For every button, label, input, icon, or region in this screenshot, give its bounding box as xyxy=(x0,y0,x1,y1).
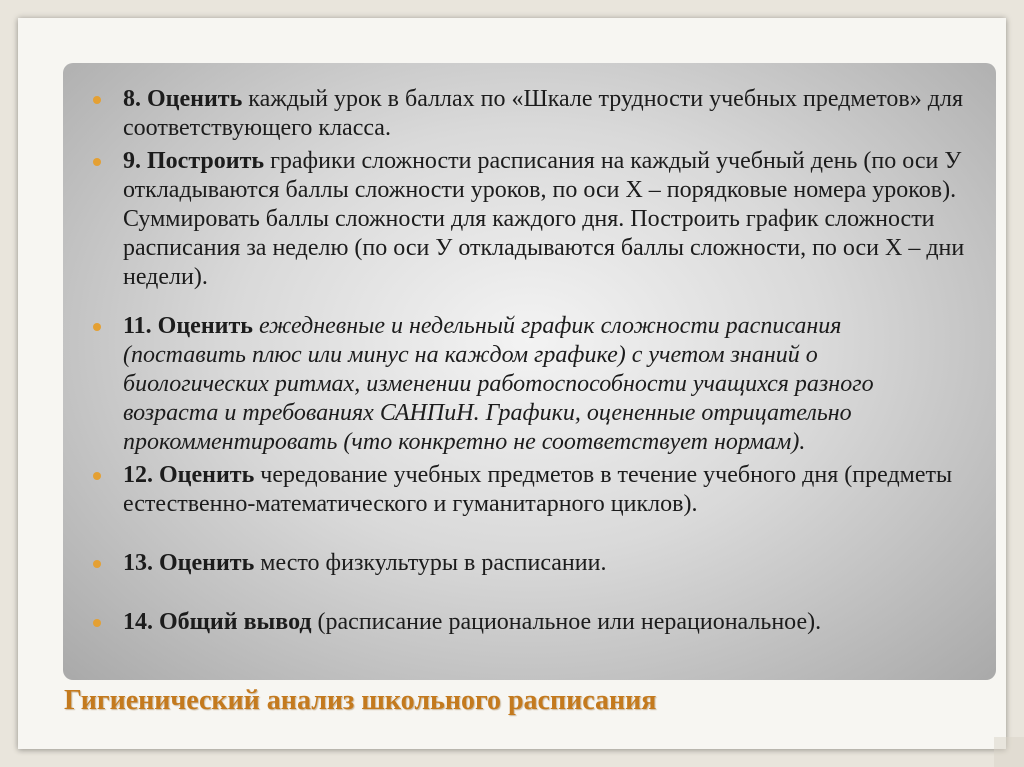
bullet-list xyxy=(123,85,966,637)
item-text: место физкультуры в расписании. xyxy=(254,550,607,576)
bullet-dot-icon xyxy=(93,560,101,568)
item-text: (расписание рациональное или нерациональное). xyxy=(311,609,822,635)
bullet-dot-icon xyxy=(93,472,101,480)
item-text: ежедневные и недельный график сложности расписания (поставить плюс или минус на каждом графике) с учетом знаний о биологических ритмах, изменении работоспособности учащихся разного возраста и требованиях САНПиН. Графики, оцененные отрицательно прокомментировать (что конкретно не соответствует нормам). xyxy=(123,313,874,455)
list-item-12 xyxy=(123,461,966,519)
item-text: графики сложности расписания на каждый учебный день (по оси У откладываются баллы сложности уроков, по оси Х – порядковые номера уроков). Суммировать баллы сложности для каждого дня. Построить график сложности расписания за неделю (по оси У откладываются баллы сложности, по оси Х – дни недели). xyxy=(123,148,965,290)
content-panel xyxy=(63,63,996,680)
list-item-9 xyxy=(123,147,966,292)
item-text: каждый урок в баллах по «Шкале трудности учебных предметов» для соответствующего класса. xyxy=(123,86,963,141)
list-item-14 xyxy=(123,608,966,637)
bullet-dot-icon xyxy=(93,619,101,627)
slide-frame xyxy=(18,18,1006,749)
slide-title: Гигиенический анализ школьного расписания xyxy=(64,685,657,716)
item-text: чередование учебных предметов в течение учебного дня (предметы естественно-математического и гуманитарного циклов). xyxy=(123,462,953,517)
list-item-13 xyxy=(123,549,966,578)
item-label: 9. Построить xyxy=(123,148,265,174)
spacer xyxy=(123,292,966,312)
spacer xyxy=(123,578,966,608)
item-label: 8. Оценить xyxy=(123,86,243,112)
bullet-dot-icon xyxy=(93,323,101,331)
bullet-dot-icon xyxy=(93,158,101,166)
item-label: 11. Оценить xyxy=(123,313,253,339)
list-item-11 xyxy=(123,312,966,457)
item-label: 13. Оценить xyxy=(123,550,255,576)
bullet-dot-icon xyxy=(93,96,101,104)
list-item-8 xyxy=(123,85,966,143)
item-label: 14. Общий вывод xyxy=(123,609,312,635)
item-label: 12. Оценить xyxy=(123,462,255,488)
spacer xyxy=(123,519,966,549)
